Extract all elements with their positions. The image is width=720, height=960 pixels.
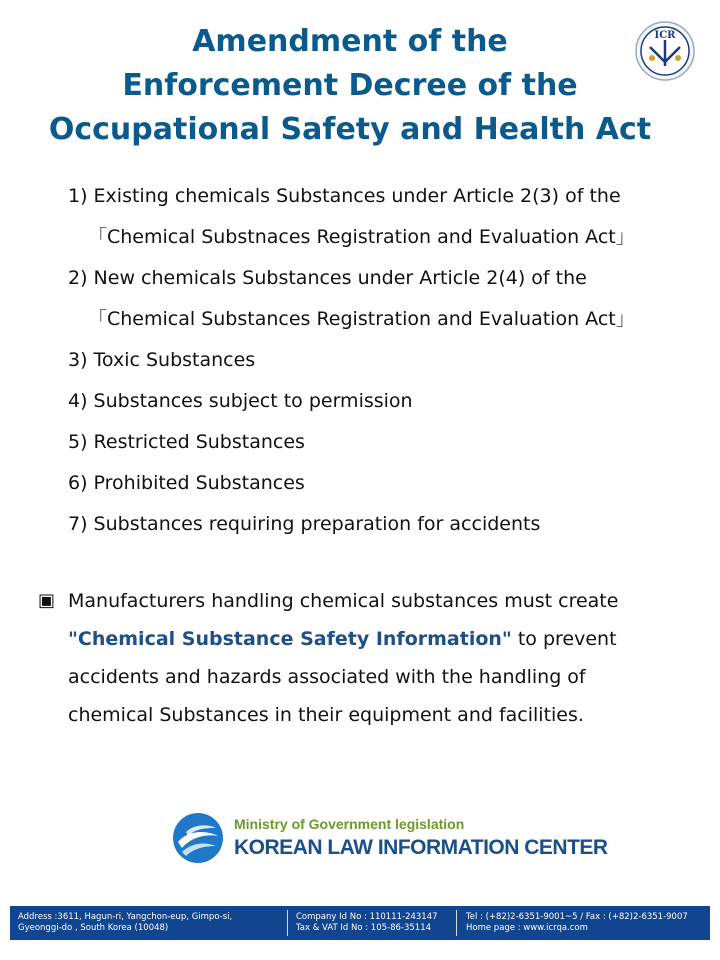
- list-item: 6) Prohibited Substances: [68, 472, 305, 494]
- square-bullet-icon: ▣: [38, 590, 56, 611]
- list-item: 4) Substances subject to permission: [68, 390, 413, 412]
- footer-homepage-link[interactable]: Home page : www.icrqa.com: [466, 923, 588, 933]
- list-item: 「Chemical Substnaces Registration and Evaluation Act」: [88, 226, 635, 248]
- footer-divider: [287, 910, 288, 936]
- page-title: [30, 20, 670, 152]
- footer-company: Company Id No : 110111-243147 Tax & VAT Id No : 105-86-35114: [296, 912, 438, 933]
- list-item: 2) New chemicals Substances under Article 2(4) of the: [68, 267, 587, 289]
- note-line: chemical Substances in their equipment and facilities.: [68, 704, 584, 726]
- title-line: Enforcement Decree of the: [122, 68, 578, 103]
- law-center-emblem-icon: [172, 812, 224, 864]
- logo-title: KOREAN LAW INFORMATION CENTER: [234, 836, 608, 859]
- list-item: 5) Restricted Substances: [68, 431, 305, 453]
- list-item: 「Chemical Substances Registration and Evaluation Act」: [88, 308, 635, 330]
- logo-subtitle: Ministry of Government legislation: [234, 816, 465, 832]
- substance-list: [68, 176, 688, 545]
- list-item: 3) Toxic Substances: [68, 349, 256, 371]
- note-line: Manufacturers handling chemical substances must create: [68, 590, 619, 612]
- footer-divider: [456, 910, 457, 936]
- title-line: Occupational Safety and Health Act: [48, 112, 652, 147]
- icr-seal-icon: [630, 20, 700, 82]
- law-center-logo: [172, 812, 608, 868]
- list-item: 7) Substances requiring preparation for accidents: [68, 513, 541, 535]
- note-line: accidents and hazards associated with the handling of: [68, 666, 586, 688]
- title-line: Amendment of the: [192, 24, 508, 59]
- footer-contact: Tel : (+82)2-6351-9001~5 / Fax : (+82)2-6351-9007 Home page : www.icrqa.com: [466, 912, 688, 933]
- note-highlight: "Chemical Substance Safety Information": [68, 628, 512, 650]
- note-line-rest: to prevent: [511, 628, 617, 650]
- list-item: 1) Existing chemicals Substances under Article 2(3) of the: [68, 185, 621, 207]
- seal-text: ICR: [654, 30, 676, 41]
- footer-bar: [10, 906, 710, 940]
- requirement-note: [38, 582, 688, 734]
- note-line: [38, 620, 688, 658]
- footer-address: Address :3611, Hagun-ri, Yangchon-eup, Gimpo-si, Gyeonggi-do , South Korea (10048): [18, 912, 233, 933]
